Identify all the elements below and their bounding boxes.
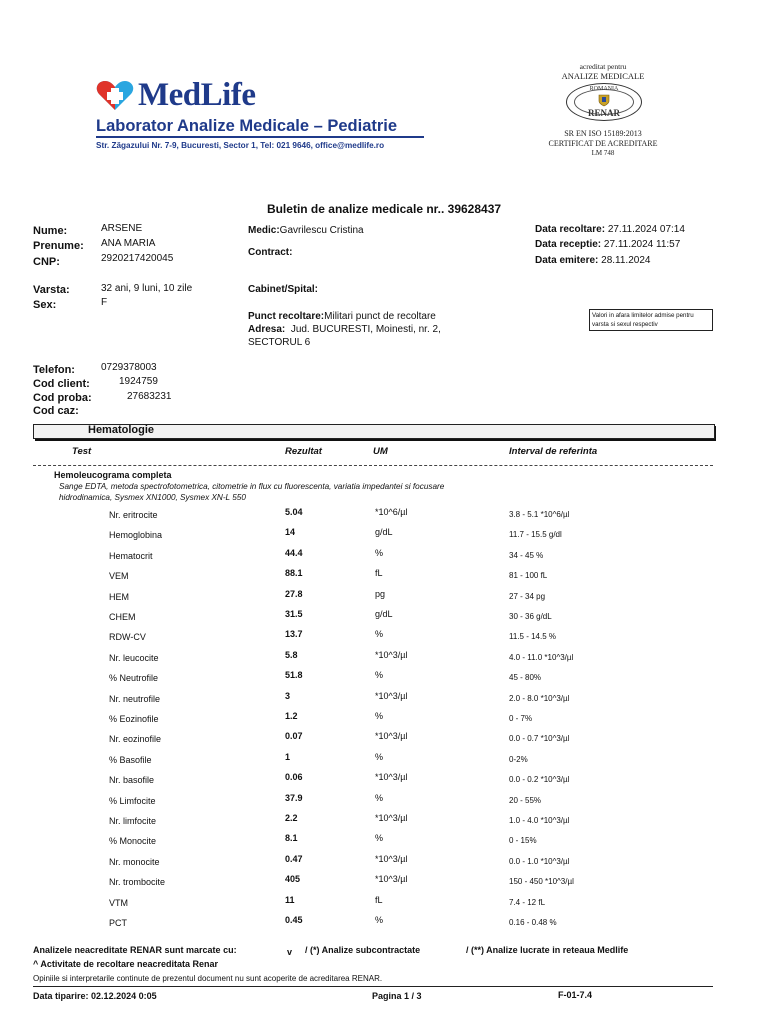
test-name: VEM — [109, 571, 129, 582]
test-unit: % — [375, 833, 384, 844]
collection-point: Militari punct de recoltare — [324, 311, 436, 322]
accreditation-standard: SR EN ISO 15189:2013 — [564, 129, 642, 138]
non-accredited-mark: v — [287, 947, 293, 957]
phone-label: Telefon: — [33, 364, 75, 376]
test-result: 44.4 — [285, 547, 303, 558]
sex-label: Sex: — [33, 299, 57, 311]
test-unit: g/dL — [375, 609, 393, 619]
test-result: 27.8 — [285, 588, 303, 599]
test-unit: % — [375, 751, 384, 762]
test-result: 0.47 — [285, 853, 303, 864]
patient-sex: F — [101, 297, 108, 308]
test-result: 88.1 — [285, 568, 303, 579]
subcontracted-note: / (*) Analize subcontractate — [305, 945, 421, 955]
test-unit: % — [375, 629, 384, 640]
address-line — [248, 324, 441, 335]
header-rule — [96, 136, 424, 138]
test-unit: g/dL — [375, 527, 393, 538]
reception-date-line — [535, 239, 680, 250]
accreditation-line2: ANALIZE MEDICALE — [561, 71, 645, 81]
collection-point-label: Punct recoltare: — [248, 311, 325, 322]
name-label: Nume: — [33, 225, 68, 237]
test-result: 405 — [285, 874, 301, 885]
test-reference: 7.4 - 12 fL — [509, 897, 546, 907]
address-label: Adresa: — [248, 324, 286, 335]
test-unit: fL — [375, 568, 383, 579]
test-result: 0.07 — [285, 731, 303, 742]
patient-age: 32 ani, 9 luni, 10 zile — [101, 283, 193, 294]
test-reference: 11.7 - 15.5 g/dl — [509, 530, 562, 540]
test-reference: 81 - 100 fL — [509, 571, 548, 581]
print-date-label: Data tiparire: — [33, 991, 89, 1001]
column-reference: Interval de referinta — [509, 446, 598, 457]
medlife-logo-icon — [95, 80, 135, 112]
test-result: 1 — [285, 751, 291, 762]
section-title: Hematologie — [88, 424, 155, 436]
test-group-title: Hemoleucograma completa — [54, 470, 172, 480]
test-unit: pg — [375, 588, 386, 599]
test-name: Nr. monocite — [109, 856, 160, 867]
table-row — [0, 690, 768, 714]
test-name: Nr. eozinofile — [109, 734, 162, 745]
patient-phone: 0729378003 — [101, 362, 157, 373]
page-number: Pagina 1 / 3 — [372, 991, 422, 1001]
probe-code-label: Cod proba: — [33, 392, 92, 404]
test-unit: *10^3/µl — [375, 690, 408, 701]
test-name: % Eozinofile — [109, 714, 159, 724]
table-row — [0, 527, 768, 550]
test-name: % Monocite — [109, 836, 157, 847]
cnp-label: CNP: — [33, 256, 60, 268]
test-name: Hematocrit — [109, 550, 153, 561]
test-reference: 150 - 450 *10^3/µl — [509, 877, 574, 887]
accreditation-certificate: CERTIFICAT DE ACREDITARE — [548, 139, 658, 148]
test-unit: % — [375, 670, 384, 681]
test-reference: 3.8 - 5.1 *10^6/µl — [509, 510, 570, 519]
test-unit: *10^3/µl — [375, 853, 408, 864]
test-unit: *10^3/µl — [375, 649, 408, 660]
table-row — [0, 874, 768, 897]
test-method: Sange EDTA, metoda spectrofotometrica, citometrie in flux cu fluorescenta, variatia impedantei si focusare hidrodinamica, Sysmex XN1000, Sysmex XN-L 550 — [59, 482, 445, 502]
test-unit: % — [375, 915, 384, 925]
medlife-network-note: / (**) Analize lucrate in reteaua Medlife — [466, 945, 629, 955]
collection-point-line — [248, 311, 436, 322]
test-name: Nr. trombocite — [109, 877, 166, 888]
opinion-note: Opiniile si interpretarile continute de prezentul document nu sunt acoperite de acreditarea RENAR. — [33, 974, 383, 983]
column-result: Rezultat — [285, 446, 322, 457]
test-result: 37.9 — [285, 792, 303, 803]
out-of-range-note: Valori in afara limitelor admise pentru varsta si sexul respectiv — [589, 309, 713, 331]
test-reference: 27 - 34 pg — [509, 591, 546, 601]
first-name-label: Prenume: — [33, 240, 84, 252]
table-row — [0, 772, 768, 795]
test-reference: 30 - 36 g/dL — [509, 612, 552, 621]
test-result: 51.8 — [285, 670, 303, 681]
test-reference: 0 - 7% — [509, 714, 533, 723]
test-reference: 0.16 - 0.48 % — [509, 918, 557, 927]
client-code: 1924759 — [119, 376, 158, 387]
test-result: 8.1 — [285, 833, 298, 844]
print-date: 02.12.2024 0:05 — [91, 991, 157, 1001]
test-reference: 0.0 - 0.7 *10^3/µl — [509, 734, 570, 744]
test-result: 5.04 — [285, 507, 303, 517]
test-result: 14 — [285, 527, 296, 538]
test-result: 11 — [285, 894, 295, 905]
test-reference: 4.0 - 11.0 *10^3/µl — [509, 652, 574, 662]
bulletin-title: Buletin de analize medicale nr.. 39628437 — [266, 202, 502, 216]
test-name: % Basofile — [109, 754, 152, 765]
test-result: 5.8 — [285, 649, 298, 660]
test-name: % Neutrofile — [109, 673, 159, 684]
test-reference: 0-2% — [509, 754, 528, 764]
test-name: HEM — [109, 591, 129, 602]
test-unit: *10^3/µl — [375, 731, 408, 742]
test-result: 13.7 — [285, 629, 303, 640]
test-name: Nr. limfocite — [109, 816, 157, 826]
print-date-line — [33, 991, 157, 1001]
header-divider — [33, 465, 713, 466]
medic-label: Medic: — [248, 225, 280, 236]
table-row — [0, 813, 768, 836]
test-unit: % — [375, 547, 384, 558]
seal-renar-text: RENAR — [587, 108, 620, 118]
collection-date-line — [535, 224, 685, 235]
probe-code: 27683231 — [127, 391, 172, 402]
test-reference: 11.5 - 14.5 % — [509, 632, 556, 642]
test-reference: 0.0 - 1.0 *10^3/µl — [509, 856, 570, 866]
table-row — [0, 649, 768, 673]
medic-name: Gavrilescu Cristina — [279, 225, 364, 236]
issue-date-line — [535, 255, 650, 266]
test-reference: 0 - 15% — [509, 836, 537, 846]
test-reference: 2.0 - 8.0 *10^3/µl — [509, 693, 570, 703]
reception-date-label: Data receptie: — [535, 239, 602, 250]
patient-first-name: ANA MARIA — [101, 238, 156, 249]
test-name: Nr. neutrofile — [109, 693, 161, 704]
footer-rule — [33, 986, 713, 987]
collection-date: 27.11.2024 07:14 — [607, 224, 685, 235]
table-row — [0, 609, 768, 632]
test-result: 2.2 — [285, 813, 298, 823]
test-result: 31.5 — [285, 609, 303, 619]
test-reference: 45 - 80% — [509, 673, 542, 683]
test-result: 3 — [285, 690, 291, 701]
test-name: Nr. leucocite — [109, 652, 159, 663]
case-code-label: Cod caz: — [33, 405, 79, 417]
test-unit: *10^3/µl — [375, 813, 408, 823]
test-result: 0.06 — [285, 772, 303, 783]
issue-date-label: Data emitere: — [535, 255, 599, 266]
test-result: 0.45 — [285, 915, 303, 925]
form-code: F-01-7.4 — [558, 990, 593, 1000]
test-unit: % — [375, 792, 384, 803]
issue-date: 28.11.2024 — [601, 255, 651, 266]
test-unit: *10^3/µl — [375, 874, 408, 885]
patient-last-name: ARSENE — [101, 223, 143, 234]
test-unit: *10^3/µl — [375, 772, 408, 783]
client-code-label: Cod client: — [33, 378, 90, 390]
patient-cnp: 2920217420045 — [101, 253, 174, 264]
lab-address: Str. Zăgazului Nr. 7-9, Bucuresti, Sector 1, Tel: 021 9646, office@medlife.ro — [96, 141, 385, 150]
test-unit: fL — [375, 894, 383, 905]
medic-line — [248, 225, 364, 236]
lab-subtitle: Laborator Analize Medicale – Pediatrie — [96, 117, 398, 135]
test-name: VTM — [109, 897, 128, 908]
test-name: Nr. eritrocite — [109, 510, 158, 520]
address-2: SECTORUL 6 — [248, 337, 311, 348]
test-reference: 1.0 - 4.0 *10^3/µl — [509, 816, 570, 825]
column-um: UM — [373, 446, 388, 457]
cabinet-label: Cabinet/Spital: — [248, 284, 319, 295]
address-1: Jud. BUCURESTI, Moinesti, nr. 2, — [290, 324, 441, 335]
test-name: PCT — [109, 918, 127, 928]
test-result: 1.2 — [285, 711, 298, 721]
test-reference: 20 - 55% — [509, 795, 542, 805]
collection-date-label: Data recoltare: — [535, 224, 606, 235]
table-row — [0, 915, 768, 938]
crest-icon — [598, 94, 610, 107]
test-name: CHEM — [109, 612, 136, 622]
reception-date: 27.11.2024 11:57 — [603, 239, 681, 250]
test-name: Hemoglobina — [109, 530, 163, 541]
renar-note: Analizele neacreditate RENAR sunt marcate cu: — [33, 945, 237, 955]
accreditation-number: LM 748 — [591, 149, 615, 157]
test-name: % Limfocite — [109, 795, 156, 806]
test-unit: % — [375, 711, 384, 721]
table-row — [0, 731, 768, 754]
age-label: Varsta: — [33, 284, 70, 296]
table-row — [0, 547, 768, 571]
test-reference: 34 - 45 % — [509, 550, 544, 560]
test-unit: *10^6/µl — [375, 507, 408, 517]
test-name: Nr. basofile — [109, 775, 155, 786]
contract-label: Contract: — [248, 247, 293, 258]
test-name: RDW-CV — [109, 632, 146, 643]
test-reference: 0.0 - 0.2 *10^3/µl — [509, 775, 570, 785]
activity-note: ^ Activitate de recoltare neacreditata Renar — [33, 959, 218, 969]
table-row — [0, 894, 768, 918]
seal-top-text: ROMANIA — [589, 86, 619, 92]
brand-name: MedLife — [138, 77, 256, 113]
column-test: Test — [72, 446, 92, 457]
accreditation-line1: acreditat pentru — [579, 62, 627, 71]
